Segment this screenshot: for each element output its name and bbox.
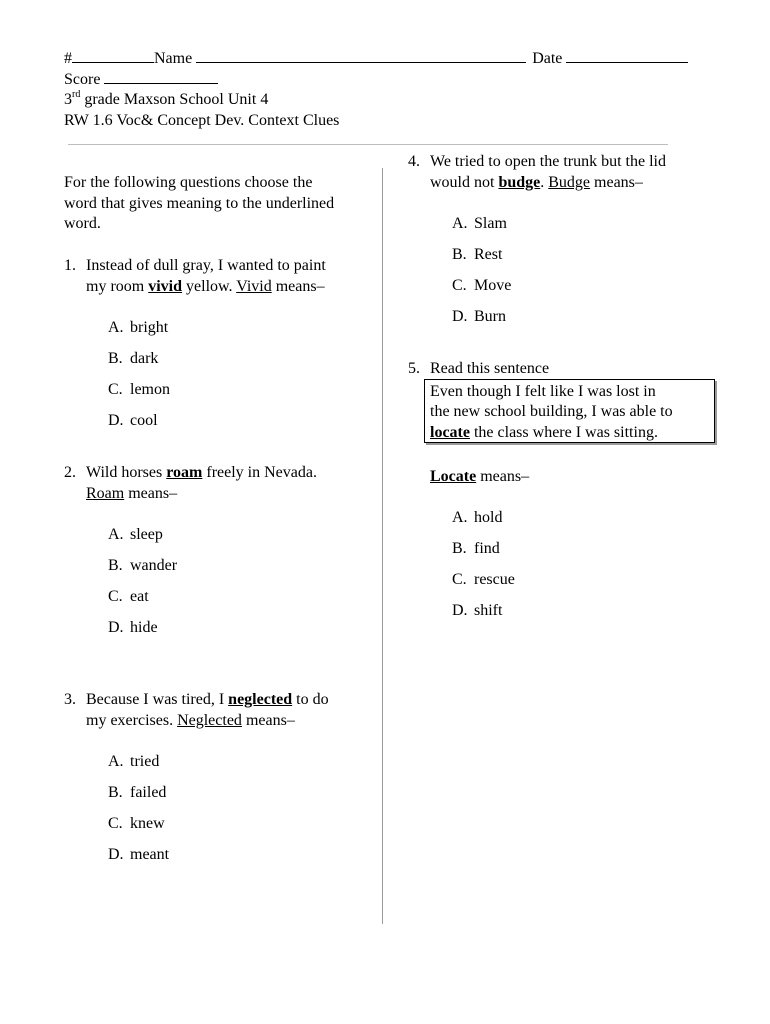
q1-text-pre: my room	[86, 278, 149, 295]
option-letter: C.	[108, 588, 123, 605]
q3-option-b[interactable]	[108, 783, 166, 803]
option-letter: D.	[108, 619, 124, 636]
option-text: Slam	[474, 215, 507, 232]
question-5-means-line	[430, 467, 529, 487]
option-text: bright	[130, 319, 169, 336]
q3-option-d[interactable]	[108, 845, 169, 865]
header-line-2	[64, 69, 218, 90]
q4-keyword-underlined: Budge	[548, 174, 591, 191]
instructions-line-3: word.	[64, 215, 101, 232]
q1-keyword: vivid	[148, 278, 183, 295]
instructions-line-1: For the following questions choose the	[64, 174, 313, 191]
option-text: failed	[130, 784, 167, 801]
question-5-line-1	[408, 359, 549, 379]
option-text: sleep	[130, 526, 163, 543]
header-line-1	[64, 48, 688, 69]
q3-means: means–	[241, 712, 295, 729]
option-letter: D.	[108, 846, 124, 863]
number-label: #	[64, 50, 72, 67]
question-1-line-2	[86, 277, 325, 297]
instructions-line-2: word that gives meaning to the underlined	[64, 195, 335, 212]
q1-text-mid: yellow.	[182, 278, 237, 295]
q1-option-b[interactable]	[108, 349, 158, 369]
option-text: meant	[130, 846, 170, 863]
question-1-number: 1.	[64, 257, 76, 274]
page-subtitle: RW 1.6 Voc& Concept Dev. Context Clues	[64, 112, 340, 129]
option-letter: A.	[108, 526, 124, 543]
q1-option-d[interactable]	[108, 411, 158, 431]
option-letter: B.	[452, 246, 467, 263]
option-text: rescue	[474, 571, 515, 588]
question-2-line-2	[86, 484, 177, 504]
option-text: tried	[130, 753, 160, 770]
q4-option-b[interactable]	[452, 245, 502, 265]
option-text: hide	[130, 619, 158, 636]
date-blank[interactable]	[566, 48, 688, 63]
q5-means: means–	[476, 468, 530, 485]
grade-text: grade Maxson School Unit 4	[80, 91, 269, 108]
q2-keyword: roam	[166, 464, 203, 481]
q2-option-d[interactable]	[108, 618, 158, 638]
option-letter: C.	[452, 277, 467, 294]
q2-option-c[interactable]	[108, 587, 149, 607]
sentence-line-3	[430, 423, 658, 443]
question-2-number: 2.	[64, 464, 76, 481]
q4-keyword: budge	[498, 174, 541, 191]
option-letter: D.	[108, 412, 124, 429]
q4-option-d[interactable]	[452, 307, 506, 327]
option-letter: B.	[108, 784, 123, 801]
q1-option-a[interactable]	[108, 318, 168, 338]
option-text: wander	[130, 557, 178, 574]
q4-text-pre: would not	[430, 174, 499, 191]
option-letter: A.	[108, 753, 124, 770]
question-4-number: 4.	[408, 153, 420, 170]
q3-text-pre-2: my exercises.	[86, 712, 178, 729]
q2-option-b[interactable]	[108, 556, 177, 576]
header-divider	[68, 144, 668, 145]
score-blank[interactable]	[104, 69, 218, 84]
sentence-line-1: Even though I felt like I was lost in	[430, 383, 656, 400]
question-4-line-1	[408, 152, 666, 172]
q5-option-a[interactable]	[452, 508, 502, 528]
question-3-line-2	[86, 711, 295, 731]
question-4-line-2	[430, 173, 643, 193]
q2-option-a[interactable]	[108, 525, 163, 545]
question-3-number: 3.	[64, 691, 76, 708]
question-4-text: We tried to open the trunk but the lid	[430, 153, 666, 170]
option-text: cool	[130, 412, 158, 429]
q1-option-c[interactable]	[108, 380, 170, 400]
name-label: Name	[154, 50, 193, 67]
option-letter: C.	[452, 571, 467, 588]
q5-box-text: the class where I was sitting.	[469, 424, 658, 441]
q5-keyword: Locate	[430, 468, 477, 485]
q3-option-a[interactable]	[108, 752, 159, 772]
q3-option-c[interactable]	[108, 814, 165, 834]
question-5-number: 5.	[408, 360, 420, 377]
q3-text-pre: Because I was tired, I	[86, 691, 229, 708]
option-text: Rest	[474, 246, 503, 263]
number-blank[interactable]	[72, 48, 154, 63]
q4-option-a[interactable]	[452, 214, 507, 234]
option-letter: D.	[452, 308, 468, 325]
grade-suffix: rd	[72, 88, 81, 100]
option-letter: C.	[108, 815, 123, 832]
q2-keyword-underlined: Roam	[86, 485, 125, 502]
q1-text-post: means–	[271, 278, 325, 295]
sentence-line-2: the new school building, I was able to	[430, 403, 673, 420]
q4-means: means–	[590, 174, 643, 191]
question-5-prompt: Read this sentence	[430, 360, 550, 377]
q5-option-c[interactable]	[452, 570, 515, 590]
q4-text-mid: .	[540, 174, 549, 191]
option-text: find	[474, 540, 500, 557]
q5-option-b[interactable]	[452, 539, 500, 559]
grade-line	[64, 90, 268, 110]
option-text: lemon	[130, 381, 170, 398]
q3-text-post: to do	[292, 691, 329, 708]
option-text: Burn	[474, 308, 506, 325]
date-label: Date	[532, 50, 563, 67]
q4-option-c[interactable]	[452, 276, 511, 296]
q2-means: means–	[124, 485, 178, 502]
q2-text-post: freely in Nevada.	[202, 464, 317, 481]
option-letter: A.	[452, 509, 468, 526]
option-text: knew	[130, 815, 165, 832]
q2-text-pre: Wild horses	[86, 464, 167, 481]
score-label: Score	[64, 71, 101, 88]
grade-number: 3	[64, 91, 72, 108]
option-letter: D.	[452, 602, 468, 619]
q3-keyword: neglected	[228, 691, 293, 708]
option-letter: A.	[452, 215, 468, 232]
option-letter: C.	[108, 381, 123, 398]
q5-option-d[interactable]	[452, 601, 502, 621]
option-letter: B.	[108, 557, 123, 574]
question-2-line-1	[64, 463, 317, 483]
option-letter: A.	[108, 319, 124, 336]
option-text: shift	[474, 602, 503, 619]
option-text: hold	[474, 509, 503, 526]
option-text: eat	[130, 588, 149, 605]
option-letter: B.	[108, 350, 123, 367]
q5-box-keyword: locate	[430, 424, 470, 441]
question-3-line-1	[64, 690, 329, 710]
name-blank[interactable]	[196, 48, 526, 63]
option-text: dark	[130, 350, 159, 367]
q1-keyword-underlined: Vivid	[236, 278, 272, 295]
option-text: Move	[474, 277, 512, 294]
question-1-line-1	[64, 256, 326, 276]
q3-keyword-underlined: Neglected	[177, 712, 242, 729]
option-letter: B.	[452, 540, 467, 557]
question-1-text: Instead of dull gray, I wanted to paint	[86, 257, 326, 274]
column-divider	[382, 168, 383, 924]
